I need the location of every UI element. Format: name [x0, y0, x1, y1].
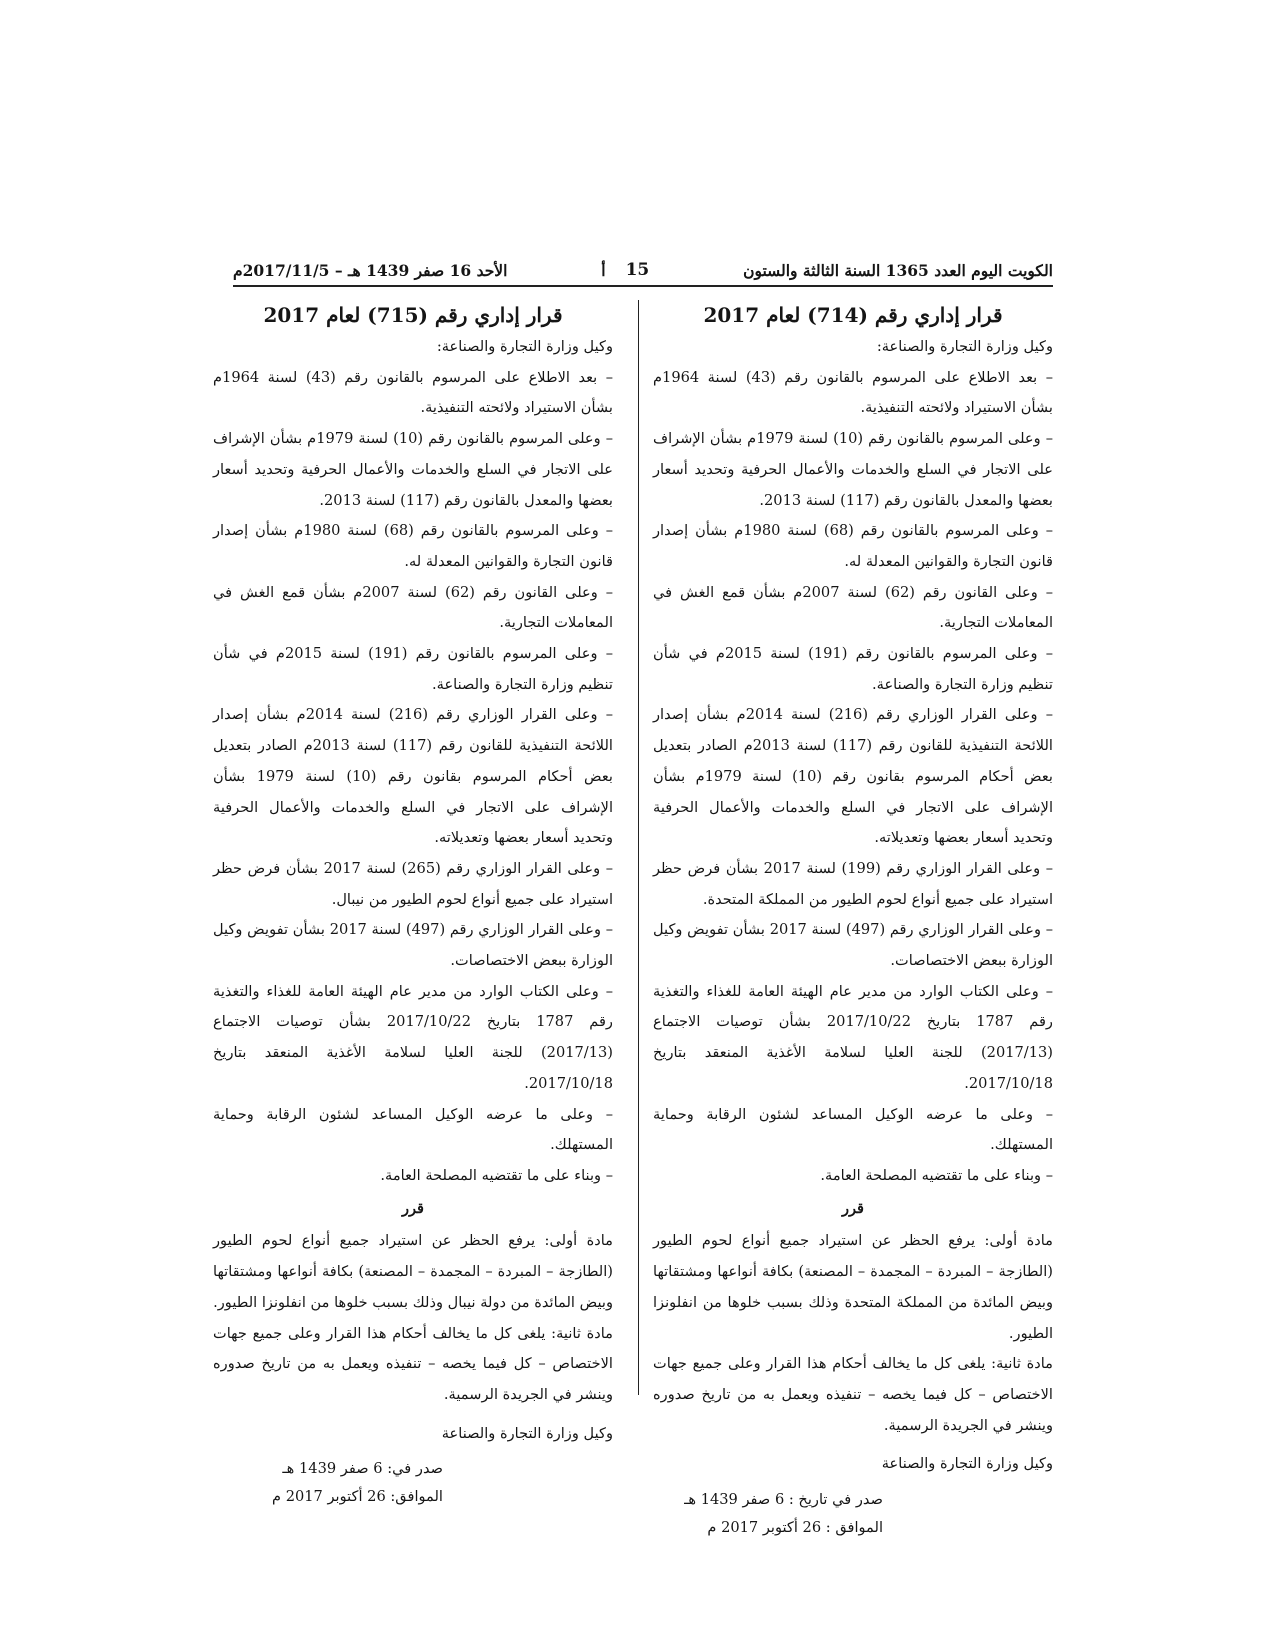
issue-dates [213, 1455, 443, 1511]
preamble-paragraph: – وعلى القرار الوزاري رقم (199) لسنة 2017 بشأن فرض حظر استيراد على جميع أنواع لحوم الطيور من المملكة المتحدة. [653, 859, 1054, 908]
preamble-paragraph: – وعلى المرسوم بالقانون رقم (68) لسنة 1980م بشأن إصدار قانون التجارة والقوانين المعدلة له. [213, 522, 613, 570]
decision-heading: قرر [841, 1199, 865, 1217]
decision-715-column [213, 298, 614, 1506]
decision-heading: قرر [401, 1199, 425, 1217]
preamble-paragraph: – وبناء على ما تقتضيه المصلحة العامة. [380, 1166, 613, 1184]
issued-date: صدر في: 6 صفر 1439 هـ [282, 1460, 443, 1478]
page-letter: أ [601, 260, 606, 280]
preamble-paragraph: – وعلى ما عرضه الوكيل المساعد لشئون الرقابة وحماية المستهلك. [213, 1105, 613, 1154]
header-page-group [601, 260, 649, 280]
corresponding-date: الموافق: 26 أكتوبر 2017 م [272, 1488, 443, 1506]
preamble-paragraph: – وعلى المرسوم بالقانون رقم (10) لسنة 1979م بشأن الإشراف على الاتجار في السلع والخدمات والأعمال الحرفية وتحديد أسعار بعضها والمعدل بالقانون رقم (117) لسنة 2013. [213, 430, 614, 509]
preamble-paragraph: – وعلى ما عرضه الوكيل المساعد لشئون الرقابة وحماية المستهلك. [653, 1105, 1053, 1154]
preamble-paragraph: – وعلى القرار الوزاري رقم (216) لسنة 2014م بشأن إصدار اللائحة التنفيذية للقانون رقم (117) لسنة 2013م الصادر بتعديل بعض أحكام المرسوم بقانون رقم (10) لسنة 1979 بشأن الإشراف على الاتجار في السلع والخدمات والأعمال الحرفية وتحديد أسعار بعضها وتعديلاته. [213, 706, 613, 847]
article-first: مادة أولى: يرفع الحظر عن استيراد جميع أنواع لحوم الطيور (الطازجة – المبردة – المجمدة – المصنعة) بكافة أنواعها ومشتقاتها وبيض المائدة من المملكة المتحدة وذلك بسبب خلوها من انفلونزا الطيور. [653, 1232, 1053, 1342]
preamble-paragraph: – وعلى القرار الوزاري رقم (265) لسنة 2017 بشأن فرض حظر استيراد على جميع أنواع لحوم الطيور من نيبال. [213, 859, 614, 908]
preamble-paragraph: – وعلى القرار الوزاري رقم (216) لسنة 2014م بشأن إصدار اللائحة التنفيذية للقانون رقم (117) لسنة 2013م الصادر بتعديل بعض أحكام المرسوم بقانون رقم (10) لسنة 1979م بشأن الإشراف على الاتجار في السلع والخدمات والأعمال الحرفية وتحديد أسعار بعضها وتعديلاته. [653, 706, 1053, 847]
header-right [743, 261, 1053, 280]
issued-date: صدر في تاريخ : 6 صفر 1439 هـ [684, 1491, 883, 1509]
signature: وكيل وزارة التجارة والصناعة [441, 1424, 613, 1442]
preamble-paragraph: – وعلى المرسوم بالقانون رقم (10) لسنة 1979م بشأن الإشراف على الاتجار في السلع والخدمات والأعمال الحرفية وتحديد أسعار بعضها والمعدل بالقانون رقم (117) لسنة 2013. [653, 430, 1054, 509]
preamble-paragraph: – وعلى المرسوم بالقانون رقم (191) لسنة 2015م في شأن تنظيم وزارة التجارة والصناعة. [213, 645, 613, 693]
preamble-paragraph: – وعلى المرسوم بالقانون رقم (68) لسنة 1980م بشأن إصدار قانون التجارة والقوانين المعدلة له. [653, 522, 1053, 570]
signature: وكيل وزارة التجارة والصناعة [881, 1455, 1053, 1473]
page-number: 15 [625, 260, 650, 280]
preamble-paragraph: – بعد الاطلاع على المرسوم بالقانون رقم (43) لسنة 1964م بشأن الاستيراد ولائحته التنفيذية. [213, 368, 613, 417]
preamble-paragraph: – وعلى الكتاب الوارد من مدير عام الهيئة العامة للغذاء والتغذية رقم 1787 بتاريخ 2017/10/22 بشأن توصيات الاجتماع (2017/13) للجنة العليا لسلامة الأغذية المنعقد بتاريخ 2017/10/18. [213, 982, 613, 1092]
issue-date: الأحد 16 صفر 1439 هـ – 2017/11/5م [233, 260, 508, 280]
page-header [233, 255, 1053, 287]
preamble-paragraph: – وبناء على ما تقتضيه المصلحة العامة. [820, 1166, 1053, 1184]
decision-715-intro: وكيل وزارة التجارة والصناعة: [436, 338, 613, 355]
issue-dates [653, 1486, 883, 1542]
decision-714-column [653, 298, 1054, 1537]
corresponding-date: الموافق : 26 أكتوبر 2017 م [707, 1519, 883, 1537]
decision-714-title: قرار إداري رقم (714) لعام 2017 [703, 303, 1003, 327]
preamble-paragraph: – بعد الاطلاع على المرسوم بالقانون رقم (43) لسنة 1964م بشأن الاستيراد ولائحته التنفيذية. [653, 368, 1053, 417]
decision-715-title: قرار إداري رقم (715) لعام 2017 [263, 303, 563, 327]
preamble-paragraph: – وعلى المرسوم بالقانون رقم (191) لسنة 2015م في شأن تنظيم وزارة التجارة والصناعة. [653, 645, 1053, 693]
preamble-paragraph: – وعلى الكتاب الوارد من مدير عام الهيئة العامة للغذاء والتغذية رقم 1787 بتاريخ 2017/10/22 بشأن توصيات الاجتماع (2017/13) للجنة العليا لسلامة الأغذية المنعقد بتاريخ 2017/10/18. [653, 982, 1053, 1092]
preamble-paragraph: – وعلى القانون رقم (62) لسنة 2007م بشأن قمع الغش في المعاملات التجارية. [653, 583, 1053, 632]
article-second: مادة ثانية: يلغى كل ما يخالف أحكام هذا القرار وعلى جميع جهات الاختصاص – كل فيما يخصه – تنفيذه ويعمل به من تاريخ صدوره وينشر في الجريدة الرسمية. [213, 1324, 613, 1403]
article-second: مادة ثانية: يلغى كل ما يخالف أحكام هذا القرار وعلى جميع جهات الاختصاص – كل فيما يخصه – تنفيذه ويعمل به من تاريخ صدوره وينشر في الجريدة الرسمية. [653, 1355, 1053, 1434]
preamble-paragraph: – وعلى القرار الوزاري رقم (497) لسنة 2017 بشأن تفويض وكيل الوزارة ببعض الاختصاصات. [653, 921, 1054, 970]
preamble-paragraph: – وعلى القرار الوزاري رقم (497) لسنة 2017 بشأن تفويض وكيل الوزارة ببعض الاختصاصات. [213, 921, 614, 970]
column-divider [638, 300, 639, 1395]
article-first: مادة أولى: يرفع الحظر عن استيراد جميع أنواع لحوم الطيور (الطازجة – المبردة – المجمدة – المصنعة) بكافة أنواعها ومشتقاتها وبيض المائدة من دولة نيبال وذلك بسبب خلوها من انفلونزا الطيور. [213, 1232, 613, 1311]
masthead: الكويت اليوم العدد 1365 السنة الثالثة والستون [743, 260, 1053, 280]
preamble-paragraph: – وعلى القانون رقم (62) لسنة 2007م بشأن قمع الغش في المعاملات التجارية. [213, 583, 613, 632]
decision-714-intro: وكيل وزارة التجارة والصناعة: [876, 338, 1053, 355]
